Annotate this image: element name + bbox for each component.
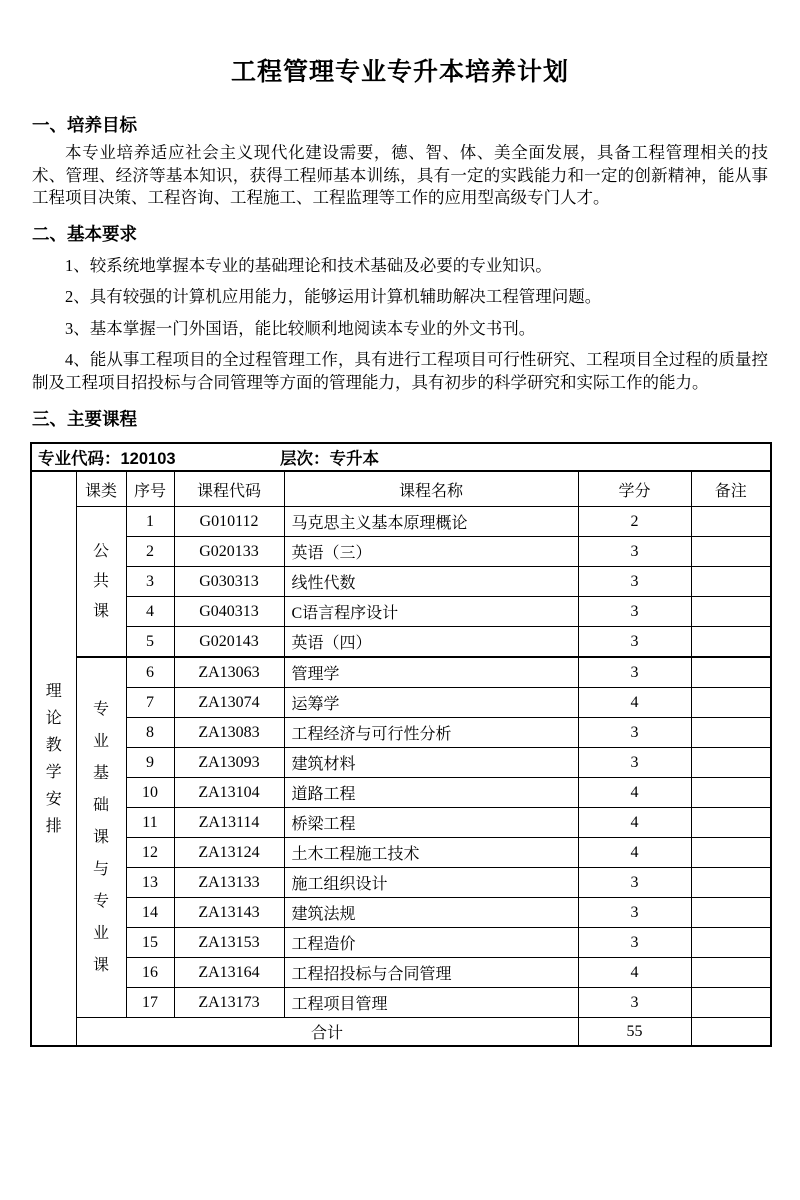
category-vertical-text: 专业基础课与专业课 — [92, 700, 109, 974]
header-code: 课程代码 — [174, 471, 284, 507]
cell-credits: 3 — [578, 657, 691, 688]
cell-code: ZA13133 — [174, 868, 284, 898]
cell-code: ZA13074 — [174, 688, 284, 718]
requirement-item: 3、基本掌握一门外国语，能比较顺利地阅读本专业的外文书刊。 — [65, 318, 536, 338]
cell-code: G030313 — [174, 567, 284, 597]
table-row — [31, 748, 771, 778]
cell-name: 工程项目管理 — [284, 988, 578, 1018]
cell-remarks — [691, 748, 771, 778]
total-remarks-cell — [691, 1018, 771, 1047]
cell-no: 9 — [126, 748, 174, 778]
cell-credits: 3 — [578, 537, 691, 567]
requirement-item: 4、能从事工程项目的全过程管理工作，具有进行工程项目可行性研究、工程项目全过程的质量控制及工程项目招投标与合同管理等方面的管理能力，具有初步的科学研究和实际工作的能力。 — [32, 350, 768, 392]
level-value: 专升本 — [329, 450, 379, 468]
table-row — [31, 597, 771, 627]
table-row — [31, 838, 771, 868]
header-credits: 学分 — [578, 471, 691, 507]
category-cell-public — [76, 507, 126, 658]
cell-name: 建筑材料 — [284, 748, 578, 778]
cell-code: G020133 — [174, 537, 284, 567]
header-no: 序号 — [126, 471, 174, 507]
major-code-label: 专业代码： — [38, 450, 121, 468]
cell-credits: 4 — [578, 808, 691, 838]
cell-code: ZA13143 — [174, 898, 284, 928]
cell-code: ZA13063 — [174, 657, 284, 688]
cell-code: G020143 — [174, 627, 284, 658]
cell-remarks — [691, 928, 771, 958]
cell-no: 6 — [126, 657, 174, 688]
table-row — [31, 627, 771, 658]
cell-remarks — [691, 567, 771, 597]
total-label-cell: 合计 — [76, 1018, 578, 1047]
cell-remarks — [691, 808, 771, 838]
category-vertical-text: 公共课 — [92, 542, 109, 620]
cell-no: 13 — [126, 868, 174, 898]
table-row — [31, 898, 771, 928]
cell-credits: 4 — [578, 838, 691, 868]
table-total-row — [31, 1018, 771, 1047]
table-row — [31, 868, 771, 898]
cell-code: G010112 — [174, 507, 284, 537]
cell-name: 马克思主义基本原理概论 — [284, 507, 578, 537]
header-remarks: 备注 — [691, 471, 771, 507]
cell-code: ZA13173 — [174, 988, 284, 1018]
cell-name: 工程造价 — [284, 928, 578, 958]
cell-name: 线性代数 — [284, 567, 578, 597]
cell-no: 8 — [126, 718, 174, 748]
meta-cell — [31, 443, 771, 471]
table-header-row — [31, 471, 771, 507]
cell-remarks — [691, 718, 771, 748]
cell-credits: 4 — [578, 688, 691, 718]
cell-no: 5 — [126, 627, 174, 658]
table-meta-row — [31, 443, 771, 471]
cell-credits: 3 — [578, 748, 691, 778]
cell-remarks — [691, 988, 771, 1018]
table-row — [31, 778, 771, 808]
section-heading-requirements: 二、基本要求 — [32, 223, 137, 244]
cell-name: 管理学 — [284, 657, 578, 688]
cell-credits: 4 — [578, 958, 691, 988]
cell-name: 施工组织设计 — [284, 868, 578, 898]
cell-no: 11 — [126, 808, 174, 838]
cell-name: 工程经济与可行性分析 — [284, 718, 578, 748]
cell-name: 工程招投标与合同管理 — [284, 958, 578, 988]
requirement-item: 1、较系统地掌握本专业的基础理论和技术基础及必要的专业知识。 — [65, 255, 552, 275]
page-title: 工程管理专业专升本培养计划 — [230, 58, 569, 86]
major-code-value: 120103 — [120, 450, 176, 468]
side-label-cell — [31, 471, 76, 1046]
cell-remarks — [691, 688, 771, 718]
cell-name: 英语（四） — [284, 627, 578, 658]
table-row — [31, 958, 771, 988]
table-row — [31, 657, 771, 688]
cell-code: ZA13164 — [174, 958, 284, 988]
cell-remarks — [691, 507, 771, 537]
cell-remarks — [691, 898, 771, 928]
header-name: 课程名称 — [284, 471, 578, 507]
section-heading-goals: 一、培养目标 — [32, 115, 137, 135]
header-category: 课类 — [76, 471, 126, 507]
cell-no: 12 — [126, 838, 174, 868]
cell-no: 10 — [126, 778, 174, 808]
cell-name: C语言程序设计 — [284, 597, 578, 627]
cell-credits: 3 — [578, 597, 691, 627]
cell-credits: 3 — [578, 988, 691, 1018]
cell-remarks — [691, 537, 771, 567]
table-row — [31, 808, 771, 838]
cell-code: ZA13114 — [174, 808, 284, 838]
cell-credits: 3 — [578, 898, 691, 928]
cell-credits: 3 — [578, 718, 691, 748]
cell-remarks — [691, 868, 771, 898]
table-row — [31, 537, 771, 567]
cell-name: 运筹学 — [284, 688, 578, 718]
cell-code: ZA13083 — [174, 718, 284, 748]
cell-no: 14 — [126, 898, 174, 928]
requirement-item: 2、具有较强的计算机应用能力，能够运用计算机辅助解决工程管理问题。 — [65, 287, 602, 306]
table-row — [31, 988, 771, 1018]
level-group — [280, 450, 379, 468]
cell-no: 2 — [126, 537, 174, 567]
cell-name: 英语（三） — [284, 537, 578, 567]
cell-name: 道路工程 — [284, 778, 578, 808]
cell-name: 土木工程施工技术 — [284, 838, 578, 868]
cell-no: 4 — [126, 597, 174, 627]
cell-remarks — [691, 627, 771, 658]
cell-credits: 3 — [578, 627, 691, 658]
level-label: 层次： — [280, 450, 330, 468]
cell-remarks — [691, 657, 771, 688]
cell-code: ZA13124 — [174, 838, 284, 868]
cell-remarks — [691, 778, 771, 808]
table-row — [31, 507, 771, 537]
cell-remarks — [691, 958, 771, 988]
course-table — [30, 442, 772, 1047]
cell-no: 7 — [126, 688, 174, 718]
cell-code: ZA13104 — [174, 778, 284, 808]
cell-remarks — [691, 597, 771, 627]
table-row — [31, 567, 771, 597]
cell-no: 16 — [126, 958, 174, 988]
cell-name: 桥梁工程 — [284, 808, 578, 838]
cell-credits: 4 — [578, 778, 691, 808]
cell-no: 1 — [126, 507, 174, 537]
cell-remarks — [691, 838, 771, 868]
cell-no: 17 — [126, 988, 174, 1018]
cell-credits: 3 — [578, 567, 691, 597]
cell-code: ZA13093 — [174, 748, 284, 778]
cell-name: 建筑法规 — [284, 898, 578, 928]
table-row — [31, 928, 771, 958]
cell-code: ZA13153 — [174, 928, 284, 958]
total-credits-cell: 55 — [578, 1018, 691, 1047]
table-row — [31, 718, 771, 748]
cell-code: G040313 — [174, 597, 284, 627]
category-cell-major — [76, 657, 126, 1018]
cell-credits: 3 — [578, 928, 691, 958]
course-table-wrapper — [30, 442, 770, 1047]
cell-credits: 2 — [578, 507, 691, 537]
table-row — [31, 688, 771, 718]
cell-no: 15 — [126, 928, 174, 958]
major-code-group — [38, 445, 280, 469]
cell-no: 3 — [126, 567, 174, 597]
side-label-vertical-text: 理论教学安排 — [45, 682, 62, 835]
cell-credits: 3 — [578, 868, 691, 898]
goals-paragraph: 本专业培养适应社会主义现代化建设需要，德、智、体、美全面发展，具备工程管理相关的技术、管理、经济等基本知识，获得工程师基本训练，具有一定的实践能力和一定的创新精神，能从事工程项目决策、工程咨询、工程施工、工程监理等工作的应用型高级专门人才。 — [32, 143, 768, 207]
section-heading-courses: 三、主要课程 — [32, 409, 137, 429]
